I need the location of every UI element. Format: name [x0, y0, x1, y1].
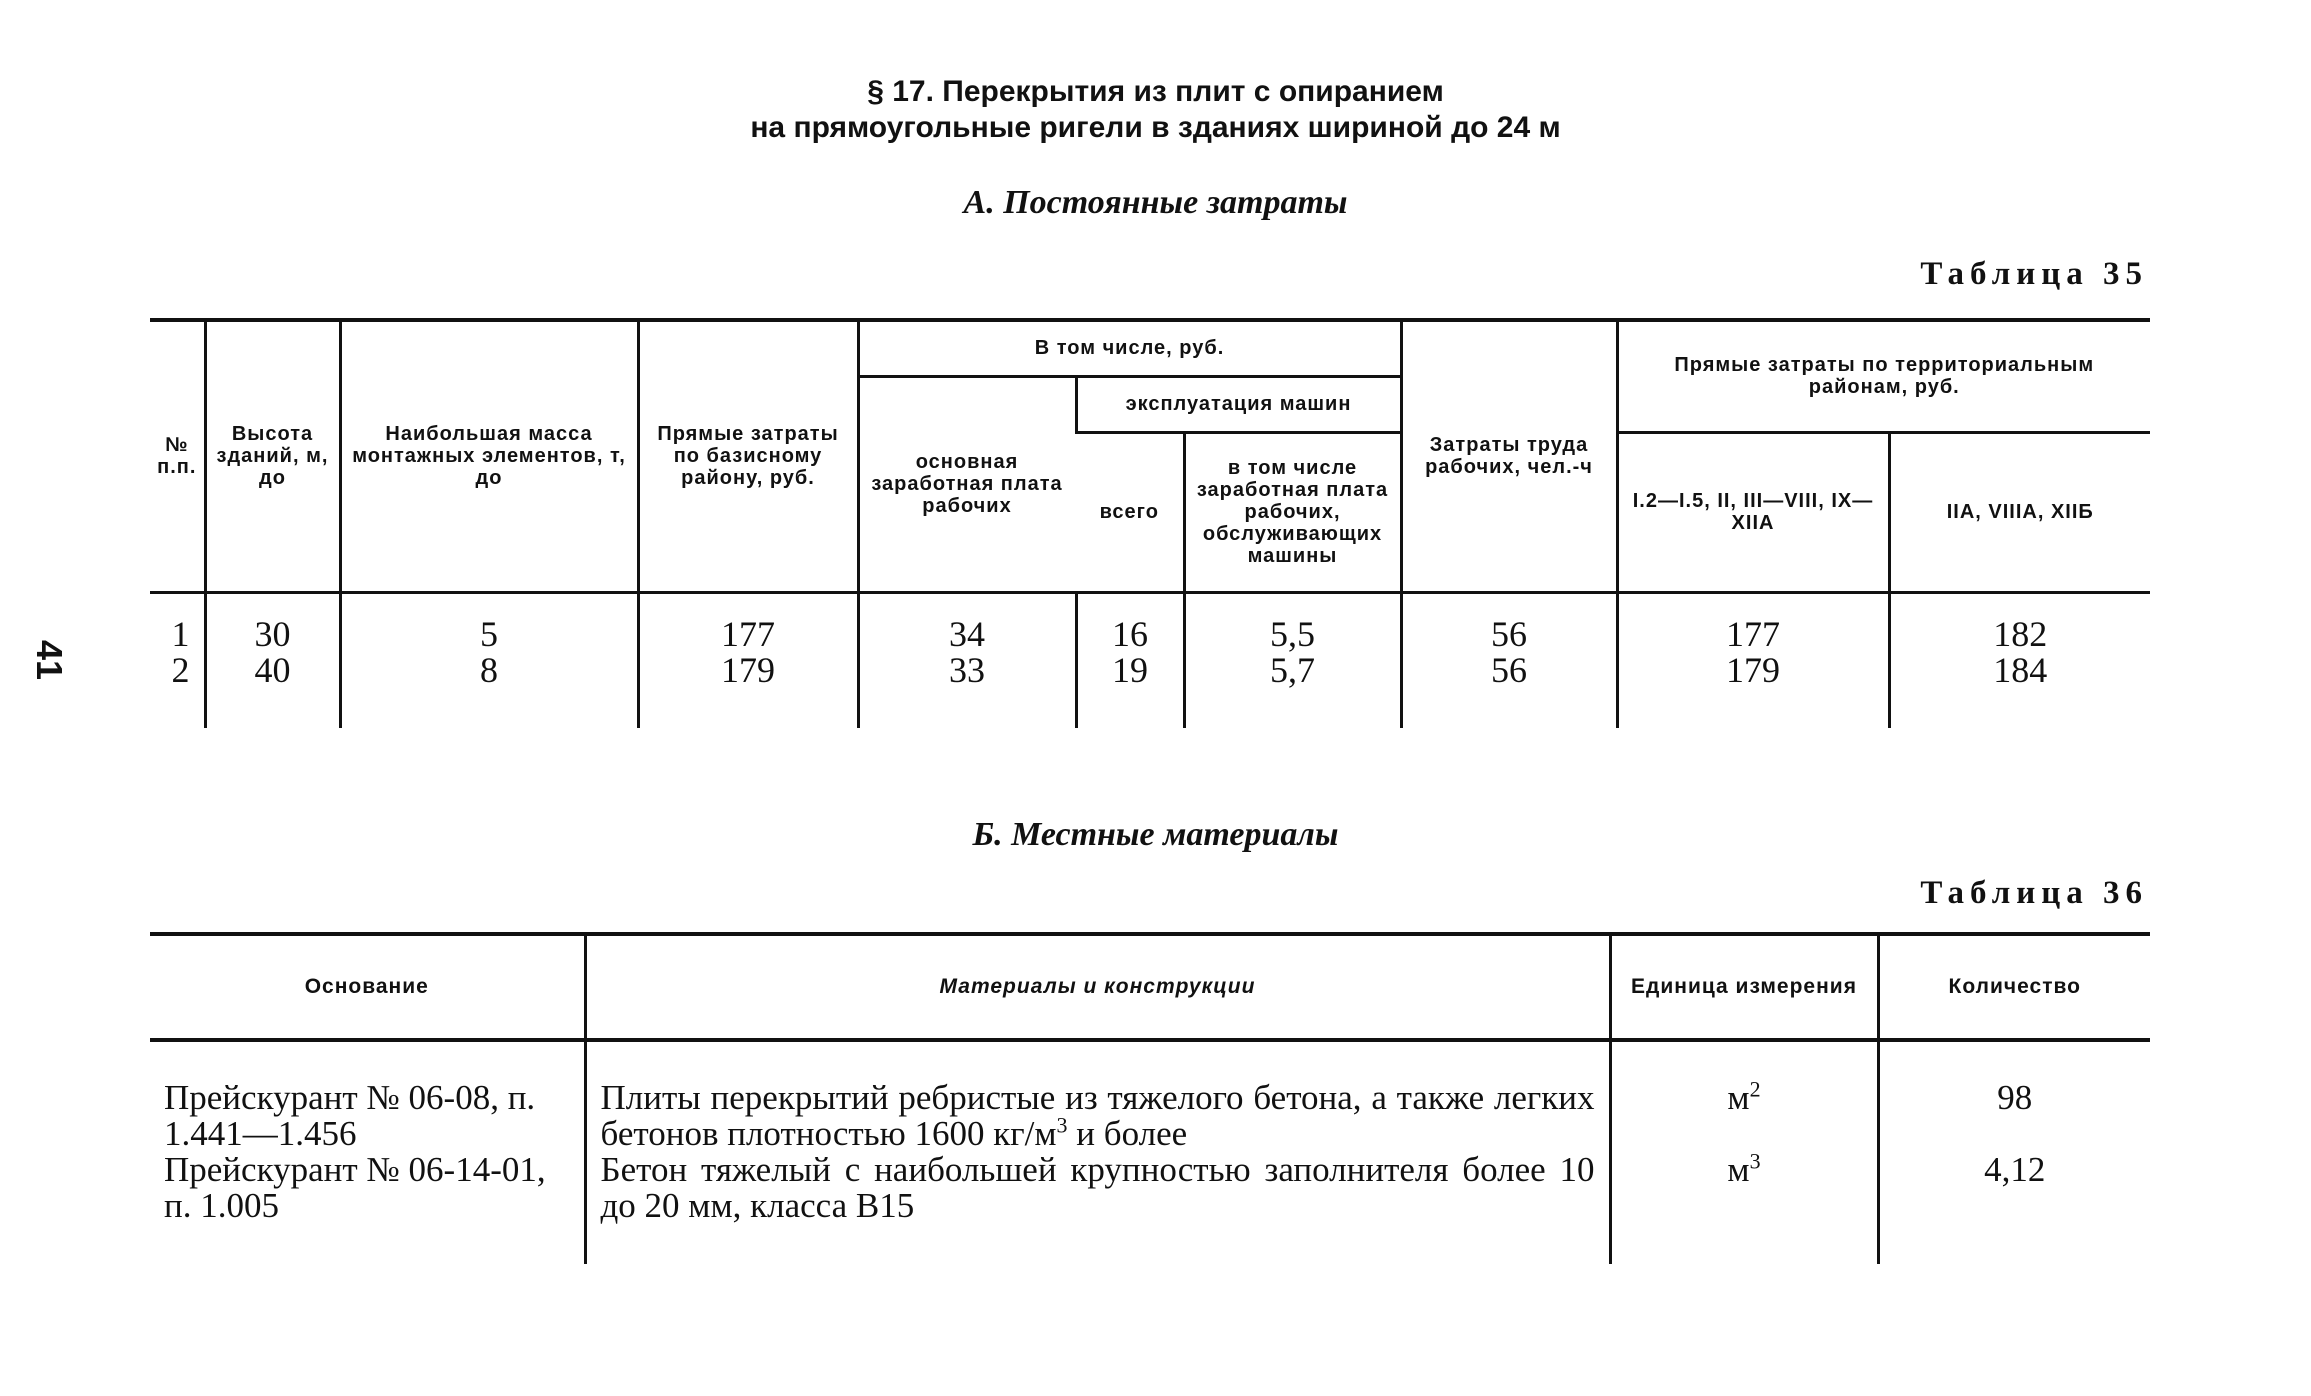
table-36	[150, 932, 2150, 1264]
cell-machine-wages: 5,5	[1184, 592, 1401, 652]
unit-superscript: 2	[1749, 1076, 1761, 1102]
material-text: Плиты перекрытий ребристые из тяжелого бетона, а также легких бетонов плотностью 1600 кг/м	[600, 1078, 1595, 1153]
cell-machine-wages: 5,7	[1184, 652, 1401, 728]
cell-direct: 179	[638, 652, 858, 728]
table-row	[150, 652, 2150, 728]
cell-wages: 33	[858, 652, 1076, 728]
cell-num: 1	[171, 613, 190, 654]
cell-height: 30	[205, 592, 340, 652]
table-row	[150, 1040, 2150, 1152]
section-heading-line1: § 17. Перекрытия из плит с опиранием	[867, 75, 1444, 108]
unit-text: м	[1727, 1078, 1750, 1117]
cell-labor: 56	[1401, 652, 1617, 728]
header-labor: Затраты труда рабочих, чел.-ч	[1401, 320, 1617, 592]
header-basis: Основание	[150, 934, 585, 1040]
cell-machines-total: 16	[1076, 592, 1184, 652]
unit-text: м	[1727, 1150, 1750, 1189]
header-region-1: I.2—I.5, II, III—VIII, IX—XIIA	[1617, 432, 1889, 592]
header-num: № п.п.	[150, 320, 205, 592]
cell-num: 2	[171, 649, 190, 690]
header-quantity: Количество	[1878, 934, 2150, 1040]
section-heading-line2: на прямоугольные ригели в зданиях шириной до 24 м	[750, 111, 1561, 144]
header-machines: эксплуатация машин	[1076, 376, 1401, 432]
header-height: Высота зданий, м, до	[205, 320, 340, 592]
table-35	[150, 318, 2150, 728]
header-including: В том числе, руб.	[858, 320, 1401, 376]
page-number: 41	[29, 640, 70, 681]
unit-superscript: 3	[1749, 1148, 1761, 1174]
subsection-b-title: Б. Местные материалы	[972, 816, 1339, 853]
cell-unit	[1610, 1040, 1878, 1152]
cell-basis: Прейскурант № 06-08, п. 1.441—1.456	[164, 1078, 536, 1153]
cell-region-2: 182	[1889, 592, 2150, 652]
cell-wages: 34	[858, 592, 1076, 652]
cell-region-2: 184	[1889, 652, 2150, 728]
cell-height: 40	[205, 652, 340, 728]
table-36-label: Таблица 36	[1920, 875, 2148, 911]
material-text-tail: и более	[1067, 1114, 1188, 1153]
material-superscript: 3	[1056, 1112, 1068, 1138]
cell-labor: 56	[1401, 592, 1617, 652]
header-unit: Единица измерения	[1610, 934, 1878, 1040]
table-35-label: Таблица 35	[1920, 256, 2148, 292]
header-machines-total: всего	[1076, 432, 1184, 592]
cell-unit	[1610, 1148, 1878, 1264]
table-row	[150, 1152, 2150, 1264]
cell-quantity: 98	[1878, 1040, 2150, 1152]
cell-mass: 5	[340, 592, 638, 652]
cell-mass: 8	[340, 652, 638, 728]
table-row	[150, 592, 2150, 652]
material-text: Бетон тяжелый с наибольшей крупностью заполнителя более 10 до 20 мм, класса В15	[600, 1150, 1595, 1225]
cell-material	[585, 1040, 1610, 1152]
cell-quantity: 4,12	[1878, 1152, 2150, 1264]
header-regional: Прямые затраты по территориальным районам, руб.	[1617, 320, 2150, 432]
cell-machines-total: 19	[1076, 652, 1184, 728]
header-region-2: IIA, VIIIA, XIIБ	[1889, 432, 2150, 592]
cell-region-1: 179	[1617, 652, 1889, 728]
cell-material	[585, 1152, 1610, 1264]
header-mass: Наибольшая масса монтажных элементов, т, до	[340, 320, 638, 592]
cell-direct: 177	[638, 592, 858, 652]
header-machine-wages: в том числе заработная плата рабочих, обслуживающих машины	[1184, 432, 1401, 592]
subsection-a-title: А. Постоянные затраты	[963, 184, 1348, 221]
header-wages: основная заработная плата рабочих	[858, 376, 1076, 592]
header-direct-costs: Прямые затраты по базисному району, руб.	[638, 320, 858, 592]
cell-basis: Прейскурант № 06-14-01, п. 1.005	[164, 1150, 546, 1225]
header-materials: Материалы и конструкции	[585, 934, 1610, 1040]
cell-region-1: 177	[1617, 592, 1889, 652]
